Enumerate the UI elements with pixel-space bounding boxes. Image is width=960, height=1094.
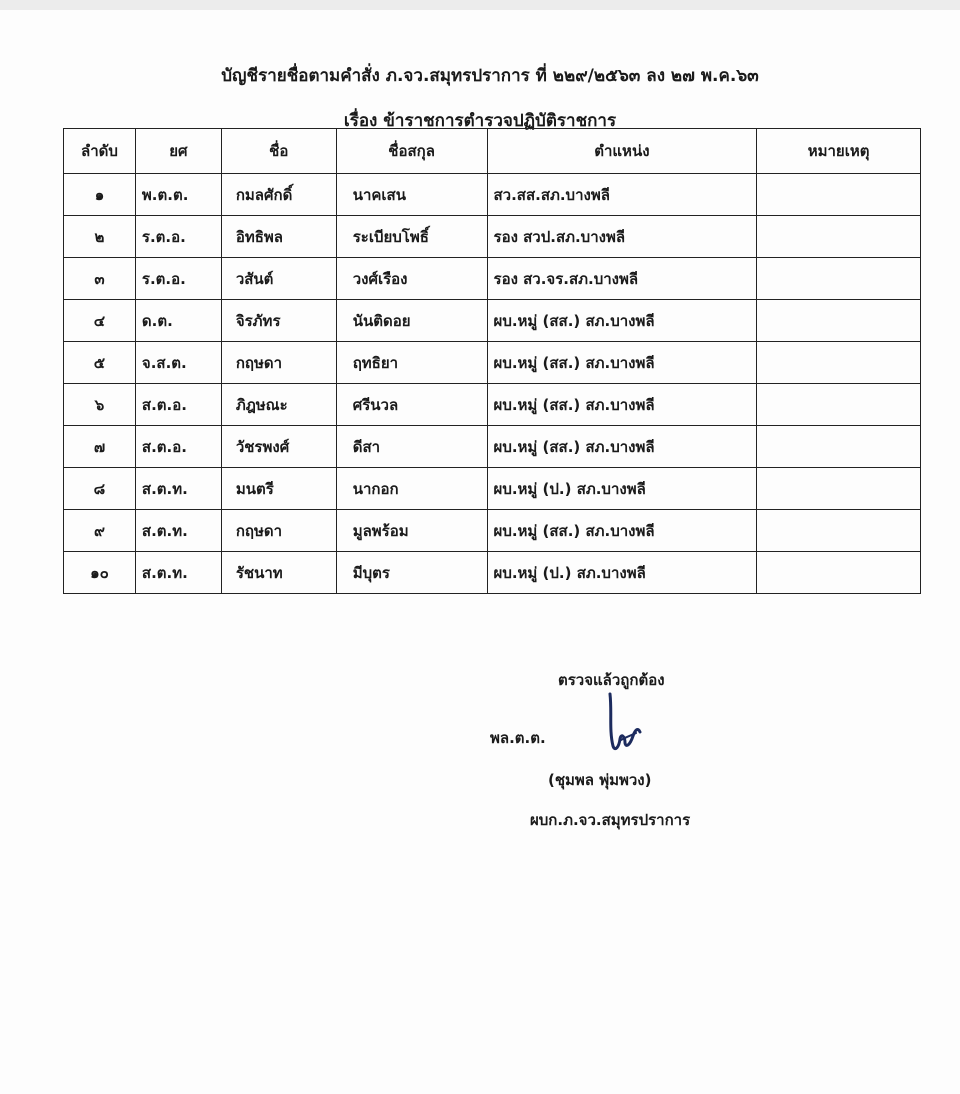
cell-last-name: มูลพร้อม: [336, 510, 487, 552]
cell-last-name: นากอก: [336, 468, 487, 510]
col-header-position: ตำแหน่ง: [487, 129, 757, 174]
cell-first-name: อิทธิพล: [221, 216, 336, 258]
cell-order: ๖: [64, 384, 136, 426]
cell-note: [757, 510, 921, 552]
cell-rank: ส.ต.ท.: [135, 468, 221, 510]
cell-order: ๑: [64, 174, 136, 216]
cell-rank: พ.ต.ต.: [135, 174, 221, 216]
table-row: [64, 342, 921, 384]
cell-rank: ส.ต.ท.: [135, 552, 221, 594]
cell-rank: จ.ส.ต.: [135, 342, 221, 384]
cell-rank: ส.ต.อ.: [135, 426, 221, 468]
cell-note: [757, 552, 921, 594]
cell-last-name: ศรีนวล: [336, 384, 487, 426]
cell-note: [757, 300, 921, 342]
cell-note: [757, 258, 921, 300]
cell-order: ๑๐: [64, 552, 136, 594]
handwritten-signature: [596, 690, 656, 760]
cell-last-name: ดีสา: [336, 426, 487, 468]
cell-order: ๕: [64, 342, 136, 384]
cell-order: ๓: [64, 258, 136, 300]
cell-note: [757, 384, 921, 426]
col-header-order: ลำดับ: [64, 129, 136, 174]
cell-note: [757, 468, 921, 510]
table-header-row: [64, 129, 921, 174]
cell-position: ผบ.หมู่ (สส.) สภ.บางพลี: [487, 426, 757, 468]
table-row: [64, 258, 921, 300]
cell-position: ผบ.หมู่ (สส.) สภ.บางพลี: [487, 300, 757, 342]
cell-first-name: วสันต์: [221, 258, 336, 300]
cell-first-name: มนตรี: [221, 468, 336, 510]
table-row: [64, 384, 921, 426]
cell-first-name: กมลศักดิ์: [221, 174, 336, 216]
cell-position: ผบ.หมู่ (สส.) สภ.บางพลี: [487, 342, 757, 384]
cell-first-name: กฤษดา: [221, 510, 336, 552]
cell-order: ๗: [64, 426, 136, 468]
cell-note: [757, 426, 921, 468]
col-header-first-name: ชื่อ: [221, 129, 336, 174]
cell-position: ผบ.หมู่ (สส.) สภ.บางพลี: [487, 510, 757, 552]
cell-first-name: ภิฎษณะ: [221, 384, 336, 426]
document-title: บัญชีรายชื่อตามคำสั่ง ภ.จว.สมุทรปราการ ที่ ๒๒๙/๒๕๖๓ ลง ๒๗ พ.ค.๖๓: [221, 66, 759, 86]
cell-last-name: วงศ์เรือง: [336, 258, 487, 300]
cell-last-name: ระเบียบโพธิ์: [336, 216, 487, 258]
table-row: [64, 300, 921, 342]
table-row: [64, 426, 921, 468]
cell-order: ๒: [64, 216, 136, 258]
signer-rank: พล.ต.ต.: [490, 729, 546, 747]
cell-position: ผบ.หมู่ (ป.) สภ.บางพลี: [487, 468, 757, 510]
table-row: [64, 174, 921, 216]
col-header-note: หมายเหตุ: [757, 129, 921, 174]
cell-order: ๘: [64, 468, 136, 510]
col-header-rank: ยศ: [135, 129, 221, 174]
cell-rank: ร.ต.อ.: [135, 216, 221, 258]
table-row: [64, 510, 921, 552]
table-row: [64, 216, 921, 258]
cell-first-name: วัชรพงศ์: [221, 426, 336, 468]
cell-note: [757, 216, 921, 258]
table-row: [64, 552, 921, 594]
personnel-table: [63, 128, 921, 594]
cell-rank: ส.ต.ท.: [135, 510, 221, 552]
cell-last-name: นันติดอย: [336, 300, 487, 342]
cell-last-name: นาคเสน: [336, 174, 487, 216]
document-subject: เรื่อง ข้าราชการตำรวจปฏิบัติราชการ: [343, 111, 617, 131]
cell-position: ผบ.หมู่ (สส.) สภ.บางพลี: [487, 384, 757, 426]
cell-first-name: จิรภัทร: [221, 300, 336, 342]
signer-name: (ชุมพล พุ่มพวง): [548, 771, 652, 789]
cell-position: สว.สส.สภ.บางพลี: [487, 174, 757, 216]
cell-note: [757, 342, 921, 384]
cell-last-name: มีบุตร: [336, 552, 487, 594]
top-edge-band: [0, 0, 960, 10]
cell-rank: ร.ต.อ.: [135, 258, 221, 300]
cell-first-name: กฤษดา: [221, 342, 336, 384]
signer-title: ผบก.ภ.จว.สมุทรปราการ: [530, 811, 691, 829]
cell-first-name: รัชนาท: [221, 552, 336, 594]
cell-order: ๙: [64, 510, 136, 552]
cell-rank: ส.ต.อ.: [135, 384, 221, 426]
col-header-last-name: ชื่อสกุล: [336, 129, 487, 174]
verified-label: ตรวจแล้วถูกต้อง: [558, 671, 665, 689]
cell-last-name: ฤทธิยา: [336, 342, 487, 384]
cell-position: รอง สว.จร.สภ.บางพลี: [487, 258, 757, 300]
cell-order: ๔: [64, 300, 136, 342]
cell-note: [757, 174, 921, 216]
cell-rank: ด.ต.: [135, 300, 221, 342]
table-row: [64, 468, 921, 510]
cell-position: ผบ.หมู่ (ป.) สภ.บางพลี: [487, 552, 757, 594]
cell-position: รอง สวป.สภ.บางพลี: [487, 216, 757, 258]
